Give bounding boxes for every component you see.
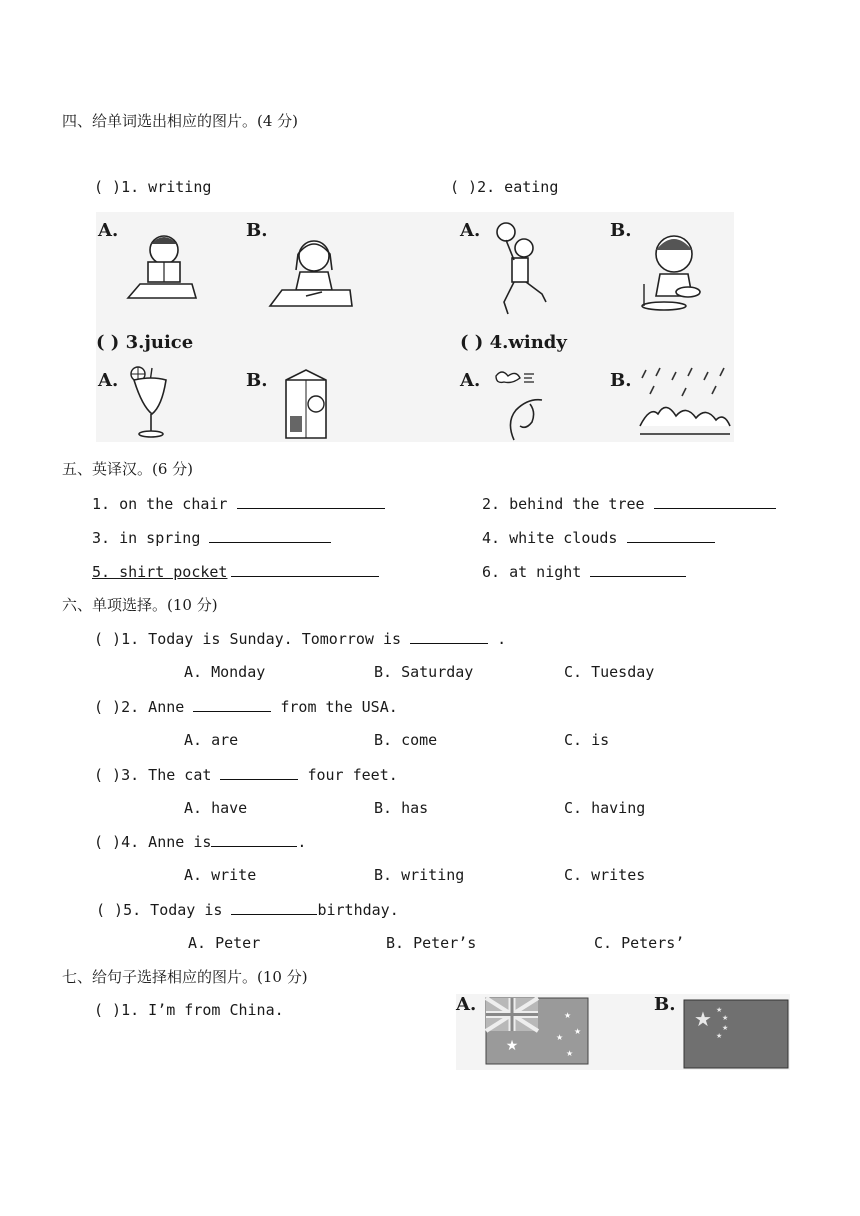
option-a-label: A. [460, 220, 481, 241]
item-text: 1. on the chair [92, 495, 228, 513]
option-b-label: B. [654, 994, 676, 1015]
picture-panel-row2 [96, 330, 734, 442]
section6-question-5 [96, 900, 399, 919]
option-b: B. come [374, 731, 438, 749]
option-a: A. are [184, 731, 239, 749]
option-a: A. have [184, 799, 248, 817]
option-c: C. is [564, 731, 610, 749]
svg-text:★: ★ [566, 1049, 574, 1058]
section5-item-6 [482, 562, 686, 581]
section5-item-2 [482, 494, 776, 513]
option-b-label: B. [610, 220, 632, 241]
milk-carton-image [276, 366, 336, 442]
item-text: 6. at night [482, 563, 582, 581]
option-b-label: B. [610, 370, 632, 391]
svg-text:★: ★ [722, 1014, 729, 1022]
section4-question-2: ( )2. eating [450, 178, 559, 196]
option-c: C. Tuesday [564, 663, 655, 681]
answer-blank[interactable] [211, 832, 297, 847]
section6-heading: 六、单项选择。(10 分) [62, 596, 218, 614]
option-a-label: A. [98, 220, 119, 241]
question-tail: . [297, 833, 307, 851]
option-c: C. writes [564, 866, 646, 884]
section7-heading: 七、给句子选择相应的图片。(10 分) [62, 968, 308, 986]
answer-blank[interactable] [410, 629, 488, 644]
section4-question-4: ( ) 4.windy [460, 332, 567, 353]
section6-question-4 [94, 832, 306, 851]
option-b-label: B. [246, 220, 268, 241]
rainy-image [636, 366, 732, 442]
svg-text:★: ★ [722, 1024, 729, 1032]
option-b: B. writing [374, 866, 465, 884]
section6-question-3 [94, 765, 398, 784]
section6-question-2 [94, 697, 398, 716]
answer-blank[interactable] [220, 765, 298, 780]
svg-text:★: ★ [574, 1027, 582, 1036]
option-a: A. Monday [184, 663, 266, 681]
option-a: A. write [184, 866, 257, 884]
item-text: 3. in spring [92, 529, 201, 547]
answer-blank[interactable] [590, 562, 686, 577]
option-c: C. Peters’ [594, 934, 685, 952]
answer-blank[interactable] [209, 528, 331, 543]
option-a-label: A. [460, 370, 481, 391]
answer-blank[interactable] [627, 528, 715, 543]
section6-question-1 [94, 629, 506, 648]
section7-question-1: ( )1. I’m from China. [94, 1001, 284, 1019]
australia-flag-image [486, 998, 588, 1064]
juice-glass-image [126, 366, 176, 442]
section5-item-3 [92, 528, 331, 547]
option-a-label: A. [456, 994, 477, 1015]
svg-text:★: ★ [556, 1033, 564, 1042]
svg-text:★: ★ [505, 1038, 519, 1054]
option-b: B. Saturday [374, 663, 474, 681]
boy-reading-image [124, 228, 204, 308]
option-b: B. has [374, 799, 429, 817]
flag-picture-panel [456, 994, 790, 1070]
svg-text:★: ★ [694, 1007, 712, 1031]
question-text: ( )4. Anne is [94, 833, 212, 851]
question-text: ( )2. Anne [94, 698, 185, 716]
section4-heading: 四、给单词选出相应的图片。(4 分) [62, 112, 299, 130]
option-b: B. Peter’s [386, 934, 477, 952]
item-text: 5. shirt pocket [92, 563, 228, 581]
question-text: ( )5. Today is [96, 901, 223, 919]
svg-text:★: ★ [716, 1032, 723, 1040]
section5-item-1 [92, 494, 385, 513]
question-tail: four feet. [298, 766, 398, 784]
svg-text:★: ★ [564, 1011, 572, 1020]
question-tail: . [488, 630, 507, 648]
section5-heading: 五、英译汉。(6 分) [62, 460, 194, 478]
answer-blank[interactable] [237, 494, 385, 509]
china-flag-image [684, 1000, 788, 1068]
girl-writing-image [266, 230, 356, 310]
answer-blank[interactable] [193, 697, 271, 712]
question-text: ( )3. The cat [94, 766, 212, 784]
answer-blank[interactable] [231, 900, 317, 915]
windy-image [486, 366, 556, 442]
option-a: A. Peter [188, 934, 261, 952]
section5-item-5 [92, 562, 379, 581]
option-b-label: B. [246, 370, 268, 391]
boy-eating-image [630, 226, 710, 316]
answer-blank[interactable] [654, 494, 776, 509]
svg-text:★: ★ [716, 1006, 723, 1014]
section4-question-1: ( )1. writing [94, 178, 212, 196]
item-text: 4. white clouds [482, 529, 618, 547]
answer-blank[interactable] [231, 562, 379, 577]
section5-item-4 [482, 528, 715, 547]
question-text: ( )1. Today is Sunday. Tomorrow is [94, 630, 402, 648]
option-a-label: A. [98, 370, 119, 391]
question-tail: birthday. [317, 901, 399, 919]
section4-question-3: ( ) 3.juice [96, 332, 194, 353]
picture-panel-row1 [96, 212, 734, 330]
option-c: C. having [564, 799, 646, 817]
boy-basketball-image [484, 220, 554, 320]
item-text: 2. behind the tree [482, 495, 645, 513]
question-tail: from the USA. [271, 698, 398, 716]
